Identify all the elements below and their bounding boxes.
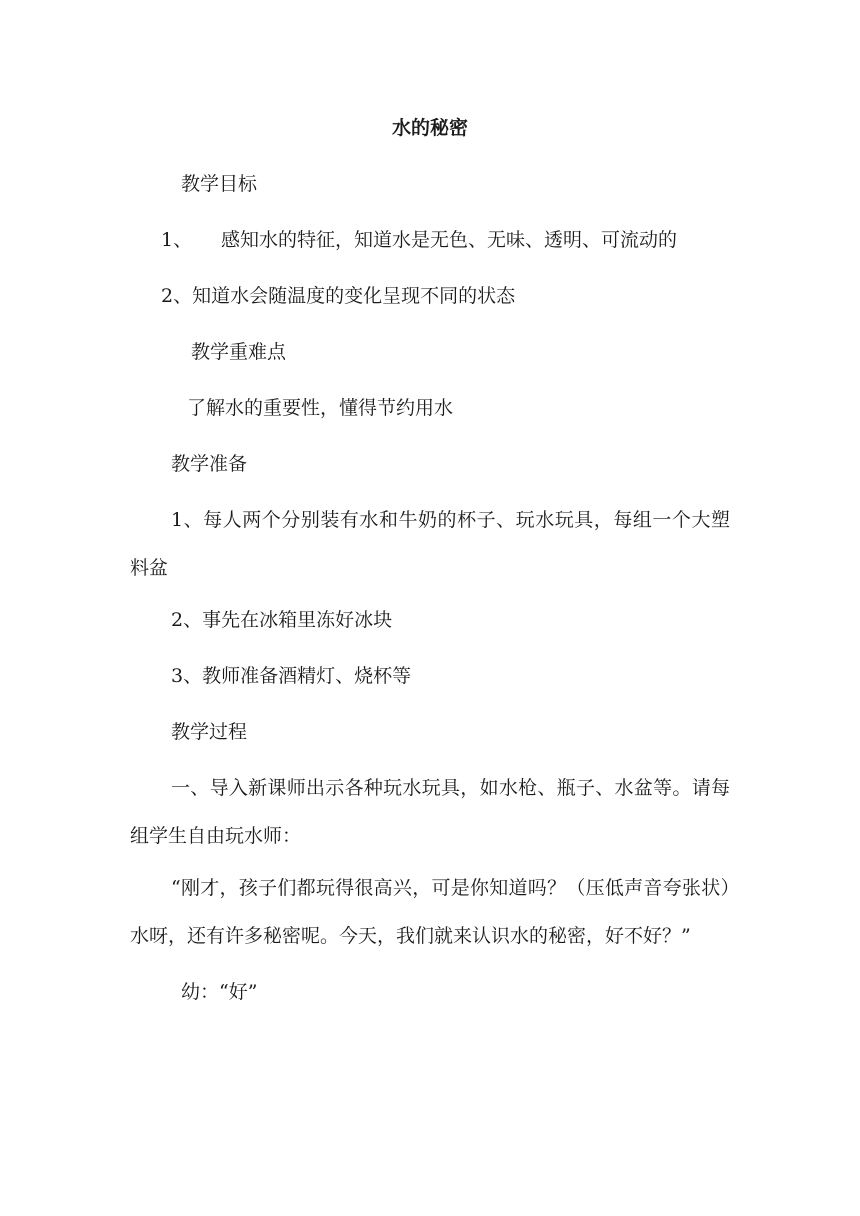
process-heading: 教学过程: [171, 721, 248, 743]
document-title: 水的秘密: [391, 117, 468, 139]
prep-item-2: 2、事先在冰箱里冻好冰块: [171, 609, 393, 631]
goal-1-text: 感知水的特征，知道水是无色、无味、透明、可流动的: [221, 229, 678, 251]
process-item-1: 一、导入新课师出示各种玩水玩具，如水枪、瓶子、水盆等。请每组学生自由玩水师：: [130, 777, 730, 847]
prep-heading: 教学准备: [171, 453, 248, 475]
difficulty-text: 了解水的重要性，懂得节约用水: [187, 397, 454, 419]
goals-heading: 教学目标: [181, 173, 258, 195]
goal-item-2: 2、知道水会随温度的变化呈现不同的状态: [161, 285, 516, 307]
prep-item-3: 3、教师准备酒精灯、烧杯等: [171, 665, 412, 687]
child-reply: 幼：“好”: [181, 981, 258, 1003]
difficulty-heading: 教学重难点: [191, 341, 287, 363]
prep-item-1: 1、每人两个分别装有水和牛奶的杯子、玩水玩具，每组一个大塑料盆: [130, 509, 730, 579]
goal-item-1: [161, 226, 677, 254]
goal-1-number: 1、: [161, 229, 193, 251]
teacher-quote: “刚才，孩子们都玩得很高兴，可是你知道吗？（压低声音夸张状）水呀，还有许多秘密呢。今天，我们就来认识水的秘密，好不好？”: [130, 877, 730, 947]
